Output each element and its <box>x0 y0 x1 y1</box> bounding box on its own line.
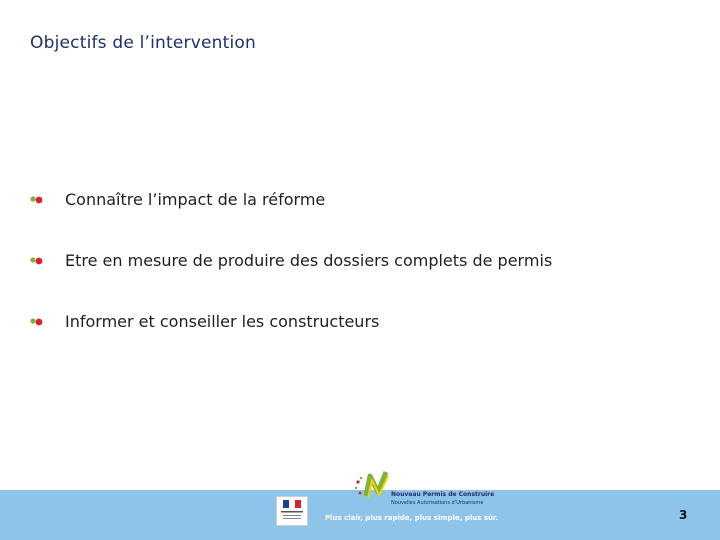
bullet-text: Connaître l’impact de la réforme <box>65 190 326 209</box>
logo-title: Nouveau Permis de Construire <box>391 491 495 498</box>
bullet-text: Etre en mesure de produire des dossiers complets de permis <box>65 251 553 270</box>
flag-icon <box>276 496 308 526</box>
bullet-icon <box>28 193 46 207</box>
bullet-icon <box>28 315 46 329</box>
logo-subtitle: Nouvelles Autorisations d’Urbanisme <box>391 500 484 506</box>
slide-title: Objectifs de l’intervention <box>30 33 256 53</box>
bullet-text: Informer et conseiller les constructeurs <box>65 312 380 331</box>
page-number: 3 <box>679 508 688 522</box>
permis-logo-icon <box>352 468 392 502</box>
bullet-item <box>28 190 325 209</box>
footer-tagline: Plus clair, plus rapide, plus simple, plus sûr. <box>325 514 499 522</box>
bullet-item <box>28 251 552 270</box>
bullet-icon <box>28 254 46 268</box>
bullet-item <box>28 312 379 331</box>
